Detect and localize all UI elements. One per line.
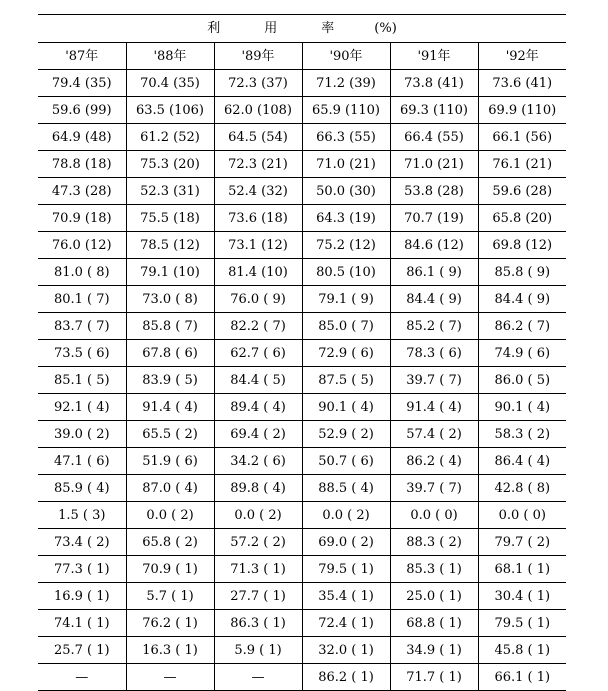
- table-cell: 68.8 ( 1): [390, 610, 478, 637]
- table-cell: 66.4 (55): [390, 124, 478, 151]
- table-cell: 79.7 ( 2): [478, 529, 566, 556]
- table-cell: 85.0 ( 7): [302, 313, 390, 340]
- table-cell: 52.3 (31): [126, 178, 214, 205]
- year-header-1989: '89年: [214, 43, 302, 70]
- utilization-table-container: [38, 14, 566, 691]
- table-cell: 0.0 ( 2): [302, 502, 390, 529]
- table-cell: 84.4 ( 5): [214, 367, 302, 394]
- table-cell: 39.7 ( 7): [390, 367, 478, 394]
- table-cell: 39.0 ( 2): [38, 421, 126, 448]
- table-caption: [38, 15, 566, 43]
- table-cell: 61.2 (52): [126, 124, 214, 151]
- table-cell: 73.0 ( 8): [126, 286, 214, 313]
- table-cell: 71.7 ( 1): [390, 664, 478, 691]
- table-cell: 30.4 ( 1): [478, 583, 566, 610]
- table-row: [38, 583, 566, 610]
- table-cell: 0.0 ( 2): [126, 502, 214, 529]
- table-cell: 0.0 ( 0): [390, 502, 478, 529]
- table-cell: 0.0 ( 2): [214, 502, 302, 529]
- table-cell: 70.9 (18): [38, 205, 126, 232]
- table-cell: 35.4 ( 1): [302, 583, 390, 610]
- table-cell: 25.7 ( 1): [38, 637, 126, 664]
- table-cell: 42.8 ( 8): [478, 475, 566, 502]
- table-cell: 71.2 (39): [302, 70, 390, 97]
- table-cell: 72.3 (37): [214, 70, 302, 97]
- table-cell: 70.4 (35): [126, 70, 214, 97]
- table-row: [38, 637, 566, 664]
- table-cell: 67.8 ( 6): [126, 340, 214, 367]
- table-cell: 86.0 ( 5): [478, 367, 566, 394]
- table-cell: 51.9 ( 6): [126, 448, 214, 475]
- table-cell: 74.1 ( 1): [38, 610, 126, 637]
- table-cell: 83.9 ( 5): [126, 367, 214, 394]
- table-cell: 86.4 ( 4): [478, 448, 566, 475]
- year-header-1992: '92年: [478, 43, 566, 70]
- table-cell: 52.9 ( 2): [302, 421, 390, 448]
- table-cell: 78.8 (18): [38, 151, 126, 178]
- table-body: [38, 70, 566, 691]
- table-cell: 16.3 ( 1): [126, 637, 214, 664]
- table-cell: 65.5 ( 2): [126, 421, 214, 448]
- table-cell: 91.4 ( 4): [390, 394, 478, 421]
- table-cell: 65.8 (20): [478, 205, 566, 232]
- table-row: [38, 529, 566, 556]
- table-cell: 79.1 ( 9): [302, 286, 390, 313]
- table-row: [38, 70, 566, 97]
- table-cell: 86.2 ( 4): [390, 448, 478, 475]
- table-cell: 68.1 ( 1): [478, 556, 566, 583]
- table-cell: 84.4 ( 9): [390, 286, 478, 313]
- table-cell: 50.7 ( 6): [302, 448, 390, 475]
- table-cell: 87.0 ( 4): [126, 475, 214, 502]
- table-cell: 66.1 ( 1): [478, 664, 566, 691]
- table-cell: 85.3 ( 1): [390, 556, 478, 583]
- table-cell: 86.1 ( 9): [390, 259, 478, 286]
- table-cell: 1.5 ( 3): [38, 502, 126, 529]
- table-cell: 84.6 (12): [390, 232, 478, 259]
- caption-char-2: 用: [264, 21, 278, 36]
- table-cell: 70.7 (19): [390, 205, 478, 232]
- table-cell: 79.5 ( 1): [478, 610, 566, 637]
- table-cell: 81.0 ( 8): [38, 259, 126, 286]
- table-cell: 82.2 ( 7): [214, 313, 302, 340]
- table-cell: 89.4 ( 4): [214, 394, 302, 421]
- caption-unit: (%): [374, 21, 397, 36]
- table-cell: 85.8 ( 7): [126, 313, 214, 340]
- table-cell: 79.4 (35): [38, 70, 126, 97]
- table-cell: 86.2 ( 1): [302, 664, 390, 691]
- table-row: [38, 421, 566, 448]
- table-cell: 73.6 (18): [214, 205, 302, 232]
- table-cell: 69.0 ( 2): [302, 529, 390, 556]
- table-cell: 62.0 (108): [214, 97, 302, 124]
- table-cell: 64.9 (48): [38, 124, 126, 151]
- table-cell: 64.3 (19): [302, 205, 390, 232]
- year-header-1990: '90年: [302, 43, 390, 70]
- table-cell: 5.7 ( 1): [126, 583, 214, 610]
- table-cell: 73.1 (12): [214, 232, 302, 259]
- table-cell: 80.5 (10): [302, 259, 390, 286]
- table-cell: 64.5 (54): [214, 124, 302, 151]
- table-cell: 66.3 (55): [302, 124, 390, 151]
- table-cell: 78.5 (12): [126, 232, 214, 259]
- table-cell: 47.1 ( 6): [38, 448, 126, 475]
- table-cell: 86.3 ( 1): [214, 610, 302, 637]
- table-cell: 76.2 ( 1): [126, 610, 214, 637]
- table-cell: 88.5 ( 4): [302, 475, 390, 502]
- table-cell: 87.5 ( 5): [302, 367, 390, 394]
- table-row: [38, 610, 566, 637]
- table-cell: 65.9 (110): [302, 97, 390, 124]
- table-cell: 92.1 ( 4): [38, 394, 126, 421]
- caption-char-1: 利: [207, 21, 221, 36]
- table-row: [38, 313, 566, 340]
- table-row: [38, 259, 566, 286]
- table-cell: 39.7 ( 7): [390, 475, 478, 502]
- table-cell: —: [38, 664, 126, 691]
- table-cell: 91.4 ( 4): [126, 394, 214, 421]
- table-cell: 69.4 ( 2): [214, 421, 302, 448]
- table-cell: 90.1 ( 4): [478, 394, 566, 421]
- table-row: [38, 178, 566, 205]
- table-row: [38, 205, 566, 232]
- table-cell: 63.5 (106): [126, 97, 214, 124]
- table-row: [38, 97, 566, 124]
- table-cell: 85.2 ( 7): [390, 313, 478, 340]
- year-header-1988: '88年: [126, 43, 214, 70]
- table-cell: —: [126, 664, 214, 691]
- table-cell: 0.0 ( 0): [478, 502, 566, 529]
- table-cell: 70.9 ( 1): [126, 556, 214, 583]
- table-cell: 80.1 ( 7): [38, 286, 126, 313]
- table-cell: 79.5 ( 1): [302, 556, 390, 583]
- table-cell: 84.4 ( 9): [478, 286, 566, 313]
- year-header-1987: '87年: [38, 43, 126, 70]
- table-cell: 57.4 ( 2): [390, 421, 478, 448]
- table-cell: 34.9 ( 1): [390, 637, 478, 664]
- table-cell: 85.9 ( 4): [38, 475, 126, 502]
- table-cell: 75.5 (18): [126, 205, 214, 232]
- table-cell: 90.1 ( 4): [302, 394, 390, 421]
- table-cell: 81.4 (10): [214, 259, 302, 286]
- table-cell: 73.8 (41): [390, 70, 478, 97]
- table-cell: 34.2 ( 6): [214, 448, 302, 475]
- table-cell: 72.4 ( 1): [302, 610, 390, 637]
- table-cell: 59.6 (28): [478, 178, 566, 205]
- table-row: [38, 367, 566, 394]
- table-cell: 73.5 ( 6): [38, 340, 126, 367]
- table-cell: —: [214, 664, 302, 691]
- table-cell: 83.7 ( 7): [38, 313, 126, 340]
- table-cell: 69.3 (110): [390, 97, 478, 124]
- table-cell: 73.4 ( 2): [38, 529, 126, 556]
- table-cell: 57.2 ( 2): [214, 529, 302, 556]
- table-cell: 27.7 ( 1): [214, 583, 302, 610]
- table-cell: 76.0 ( 9): [214, 286, 302, 313]
- table-row: [38, 448, 566, 475]
- table-cell: 50.0 (30): [302, 178, 390, 205]
- caption-char-3: 率: [321, 21, 335, 36]
- table-cell: 32.0 ( 1): [302, 637, 390, 664]
- table-cell: 72.3 (21): [214, 151, 302, 178]
- table-cell: 47.3 (28): [38, 178, 126, 205]
- table-cell: 58.3 ( 2): [478, 421, 566, 448]
- table-cell: 89.8 ( 4): [214, 475, 302, 502]
- table-cell: 69.8 (12): [478, 232, 566, 259]
- table-row: [38, 475, 566, 502]
- table-cell: 25.0 ( 1): [390, 583, 478, 610]
- table-cell: 71.3 ( 1): [214, 556, 302, 583]
- table-cell: 73.6 (41): [478, 70, 566, 97]
- utilization-rate-table: [38, 14, 566, 691]
- table-row: [38, 394, 566, 421]
- table-cell: 5.9 ( 1): [214, 637, 302, 664]
- table-cell: 77.3 ( 1): [38, 556, 126, 583]
- table-cell: 65.8 ( 2): [126, 529, 214, 556]
- table-cell: 76.1 (21): [478, 151, 566, 178]
- table-cell: 88.3 ( 2): [390, 529, 478, 556]
- table-cell: 71.0 (21): [390, 151, 478, 178]
- table-row: [38, 664, 566, 691]
- table-cell: 72.9 ( 6): [302, 340, 390, 367]
- table-row: [38, 124, 566, 151]
- table-row: [38, 502, 566, 529]
- table-row: [38, 556, 566, 583]
- table-cell: 85.8 ( 9): [478, 259, 566, 286]
- table-cell: 78.3 ( 6): [390, 340, 478, 367]
- table-caption-row: [38, 15, 566, 43]
- table-cell: 66.1 (56): [478, 124, 566, 151]
- table-cell: 45.8 ( 1): [478, 637, 566, 664]
- table-cell: 52.4 (32): [214, 178, 302, 205]
- year-header-1991: '91年: [390, 43, 478, 70]
- table-cell: 16.9 ( 1): [38, 583, 126, 610]
- table-cell: 69.9 (110): [478, 97, 566, 124]
- table-cell: 86.2 ( 7): [478, 313, 566, 340]
- year-header-row: [38, 43, 566, 70]
- table-cell: 71.0 (21): [302, 151, 390, 178]
- table-row: [38, 151, 566, 178]
- table-cell: 85.1 ( 5): [38, 367, 126, 394]
- table-row: [38, 340, 566, 367]
- table-cell: 75.2 (12): [302, 232, 390, 259]
- table-row: [38, 286, 566, 313]
- table-cell: 74.9 ( 6): [478, 340, 566, 367]
- table-cell: 79.1 (10): [126, 259, 214, 286]
- table-cell: 59.6 (99): [38, 97, 126, 124]
- table-cell: 62.7 ( 6): [214, 340, 302, 367]
- table-cell: 76.0 (12): [38, 232, 126, 259]
- table-cell: 53.8 (28): [390, 178, 478, 205]
- table-row: [38, 232, 566, 259]
- table-cell: 75.3 (20): [126, 151, 214, 178]
